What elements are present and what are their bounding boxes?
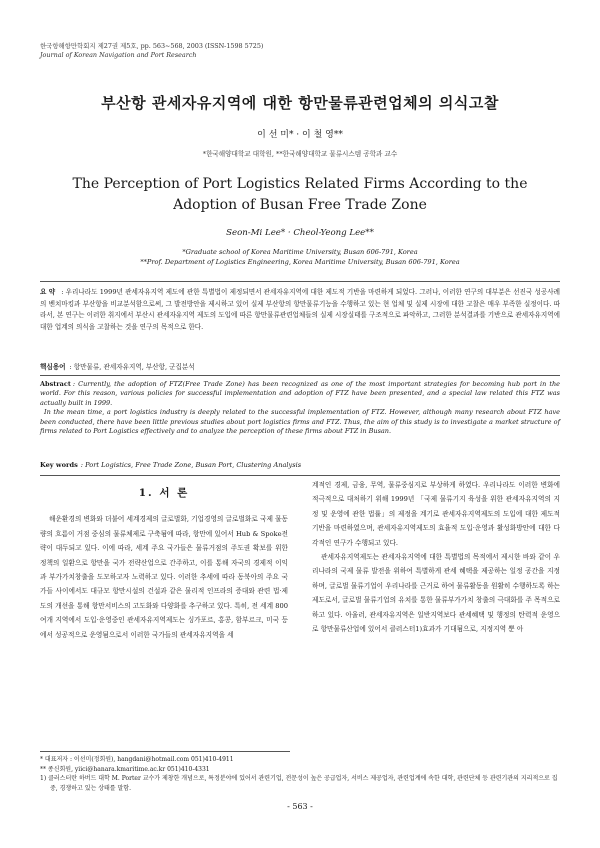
body-paragraph: 관세자유지역제도는 관세자유지역에 대한 특별법의 목적에서 제시한 바와 같이 우리나라의 국제 물류 발전을 위하여 특별하게 관세 혜택을 제공하는 일정 공간을 지정하며, 글로벌 물류기업이 우리나라를 근거로 하여 물류활동을 원활히 수행하도록 하는 제도로서, 글로벌 물류기업의 유치를 통한 물류부가가치 창출의 극대화를 주 목적으로 하고 있다. 아울러, 관세자유지역은 일반지역보다 관세혜택 및 행정의 탄력적 운영으로 항만물류산업에 있어서 클러스터1)효과가 기대됨으로, 지정지역 뿐 아: [312, 553, 560, 634]
affiliation-english-line2: **Prof. Department of Logistics Engineering, Korea Maritime University, Busan 606-791, Korea: [140, 257, 460, 266]
abstract-korean-text: : 우리나라도 1999년 관세자유지역 제도에 관한 특별법이 제정되면서 관세자유지역에 대한 제도적 기반을 마련하게 되었다. 그러나, 이러한 연구의 대부분은 선진국 성공사례의 벤치마킹과 부산항을 비교분석함으로써, 그 발전방안을 제시하고 있어 실제 부산항의 항만물류기능을 수행하고 있는 현 업체 및 실제 시장에 대한 고찰은 매우 부족한 실정이다. 따라서, 본 연구는 이러한 취지에서 부산시 관세자유지역 제도의 도입에 따른 항만물류관련업체들의 실제 시장실태를 구조적으로 파악하고, 그러한 분석결과를 기반으로 관세자유지역에 대한 업계의 의식을 고찰하는 것을 연구의 목적으로 한다.: [40, 288, 560, 331]
divider-middle: [40, 375, 560, 376]
affiliation-english-line1: *Graduate school of Korea Maritime University, Busan 606-791, Korea: [182, 248, 418, 256]
footnotes: [40, 755, 560, 793]
footnote-coauthor: ** 종신회원, yiici@hanara.kmaritime.ac.kr 051)410-4331: [40, 765, 210, 773]
divider-top: [40, 281, 560, 282]
journal-header: [40, 42, 263, 60]
authors-korean: 이 선 미* · 이 철 영**: [257, 130, 343, 140]
keywords-english: [40, 461, 560, 469]
journal-citation: 한국항해항만학회지 제27권 제5호, pp. 563~568, 2003 (ISSN-1598 5725): [40, 42, 264, 50]
keywords-english-value: : Port Logistics, Free Trade Zone, Busan Port, Clustering Analysis: [80, 461, 302, 469]
section-title: 1. 서 론: [138, 487, 190, 499]
affiliation-english: [0, 248, 600, 267]
keywords-korean-value: : 항만물류, 관세자유지역, 부산항, 군집분석: [69, 363, 195, 371]
footnote-divider: [40, 751, 290, 752]
footnote-cluster: 1) 클러스터란 하버드 대학 M. Porter 교수가 제창한 개념으로, 특정분야에 있어서 관련기업, 전문성이 높은 공급업자, 서비스 제공업자, 관련업계에 속한 대학, 관련단체 등 관련기관의 지리적으로 집중, 경쟁하고 있는 상태를 말함.: [40, 775, 558, 792]
keywords-english-label: Key words: [40, 461, 78, 469]
title-korean: 부산항 관세자유지역에 대한 항만물류관련업체의 의식고찰: [101, 94, 499, 112]
body-column-right: [312, 478, 560, 636]
page-number: - 563 -: [287, 802, 313, 811]
abstract-korean-label: 요 약: [40, 288, 56, 296]
keywords-korean-label: 핵심용어: [40, 363, 66, 371]
divider-bottom: [40, 475, 560, 476]
abstract-english: [40, 380, 560, 436]
abstract-english-label: Abstract: [40, 380, 71, 388]
journal-name-en: Journal of Korean Navigation and Port Research: [40, 51, 197, 59]
footnote-author: * 대표저자 : 이선미(정회원), hangdani@hotmail.com 051)410-4911: [40, 756, 234, 763]
abstract-korean: [40, 287, 560, 333]
title-english: The Perception of Port Logistics Related Firms According to the Adoption of Busan Free Trade Zone: [72, 176, 528, 213]
authors-english: Seon-Mi Lee* · Cheol-Yeong Lee**: [226, 228, 374, 238]
abstract-english-p1-text: : Currently, the adoption of FTZ(Free Trade Zone) has been recognized as one of the most important strategies for becoming hub port in the world. For this reason, various policies for successful implementation and adoption of FTZ have been presented, and a special law related this FTZ was actually built in 1999.: [40, 380, 560, 407]
body-paragraph: 계적인 경제, 금융, 무역, 물류중심지로 부상하게 하였다. 우리나라도 이러한 변화에 적극적으로 대처하기 위해 1999년 「국제 물류기지 육성을 위한 관세자유지역의 지정 및 운영에 관한 법률」의 제정을 계기로 관세자유지역제도의 도입에 대한 제도적 기반을 마련하였으며, 관세자유지역제도의 효율적 도입·운영과 활성화방안에 대한 다각적인 연구가 수행되고 있다.: [312, 481, 560, 547]
body-column-left: [40, 480, 288, 642]
body-paragraph: 해운환경의 변화와 더불어 세계경제의 글로벌화, 기업경영의 글로벌화로 국제 물동량의 흐름이 거점 중심의 물류체제로 구축됨에 따라, 항만에 있어서 Hub & Spoke전략이 대두되고 있다. 이에 따라, 세계 주요 국가들은 물류거점의 주도권 확보를 위한 정책의 일환으로 항만을 국가 전략산업으로 간주하고, 이를 통해 자국의 경제적 이익과 부가가치창출을 도모하고자 노력하고 있다. 이러한 추세에 따라 동북아의 주요 국가들 사이에서도 대규모 항만시설의 건설과 같은 물리적 인프라의 증대와 관련 법·제도의 개선을 통해 항만서비스의 고도화와 다양화를 추구하고 있다. 특히, 전 세계 800여개 지역에서 도입·운영중인 관세자유지역제도는 싱가포르, 홍콩, 함부르크, 미국 등에서 성공적으로 운영됨으로서 이러한 국가들의 관세자유지역을 세: [40, 515, 288, 639]
abstract-english-p1: [40, 380, 560, 408]
abstract-english-p2: In the mean time, a port logistics industry is deeply related to the successful implementation of FTZ. However, although many research about FTZ have been conducted, there have been little previous studies about port logistics firms and FTZ. Thus, the aim of this study is to investigate a market structure of firms related to Port Logistics effectively and to analyze the perception of these firms about FTZ in Busan.: [40, 408, 560, 436]
keywords-korean: [40, 361, 560, 371]
affiliation-korean: *한국해양대학교 대학원, **한국해양대학교 물류시스템 공학과 교수: [202, 150, 398, 158]
